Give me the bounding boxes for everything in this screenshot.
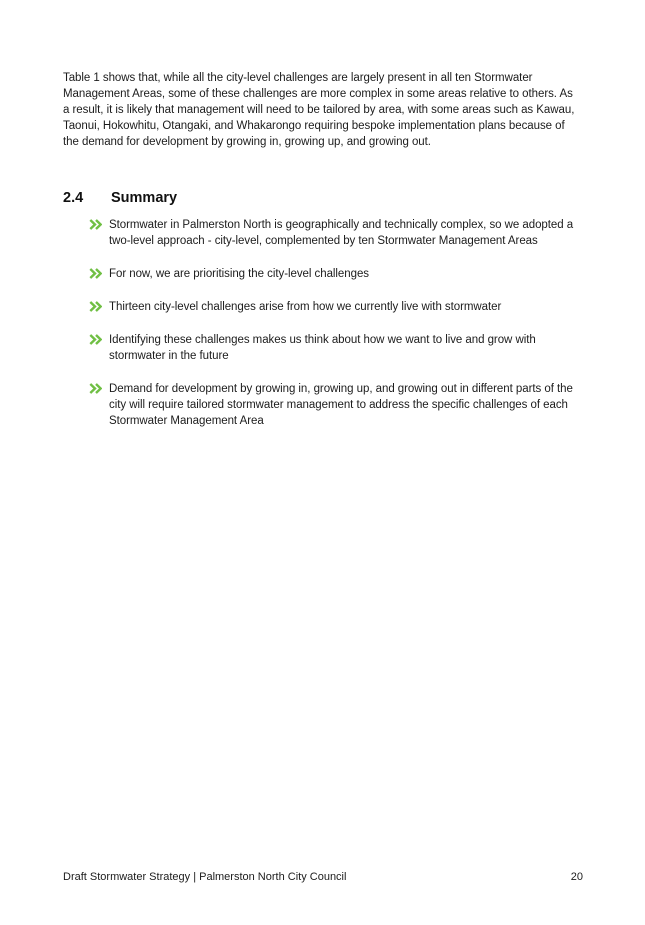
bullet-text: Stormwater in Palmerston North is geographically and technically complex, so we adopted a two-level approach - city-level, complemented by ten Stormwater Management Areas — [109, 219, 574, 247]
footer-document-title: Draft Stormwater Strategy | Palmerston North City Council — [63, 871, 347, 883]
bullet-text: Demand for development by growing in, growing up, and growing out in different parts of the city will require tailored stormwater management to address the specific challenges of each Stormwater Management Area — [109, 383, 573, 427]
section-number: 2.4 — [63, 190, 84, 206]
footer-page-number: 20 — [570, 871, 583, 883]
bullet-text: Identifying these challenges makes us think about how we want to live and grow with stormwater in the future — [109, 334, 536, 362]
section-heading — [63, 188, 581, 208]
list-item — [89, 217, 581, 249]
section-title: Summary — [111, 190, 178, 206]
double-chevron-bullet-icon — [89, 383, 102, 394]
double-chevron-bullet-icon — [89, 268, 102, 279]
list-item — [89, 381, 581, 429]
bullet-text: Thirteen city-level challenges arise from how we currently live with stormwater — [109, 301, 502, 313]
double-chevron-bullet-icon — [89, 301, 102, 312]
page-content — [63, 70, 581, 446]
list-item — [89, 299, 581, 315]
double-chevron-bullet-icon — [89, 219, 102, 230]
page-footer — [63, 870, 583, 884]
list-item — [89, 332, 581, 364]
summary-bullet-list — [63, 217, 581, 429]
double-chevron-bullet-icon — [89, 334, 102, 345]
intro-paragraph: Table 1 shows that, while all the city-level challenges are largely present in all ten Stormwater Management Areas, some of these challenges are more complex in some areas relative to others. As a result, it is likely that management will need to be tailored by area, with some areas such as Kawau, Taonui, Hokowhitu, Otangaki, and Whakarongo requiring bespoke implementation plans because of the demand for development by growing in, growing up, and growing out. — [63, 72, 575, 148]
bullet-text: For now, we are prioritising the city-level challenges — [109, 268, 370, 280]
list-item — [89, 266, 581, 282]
